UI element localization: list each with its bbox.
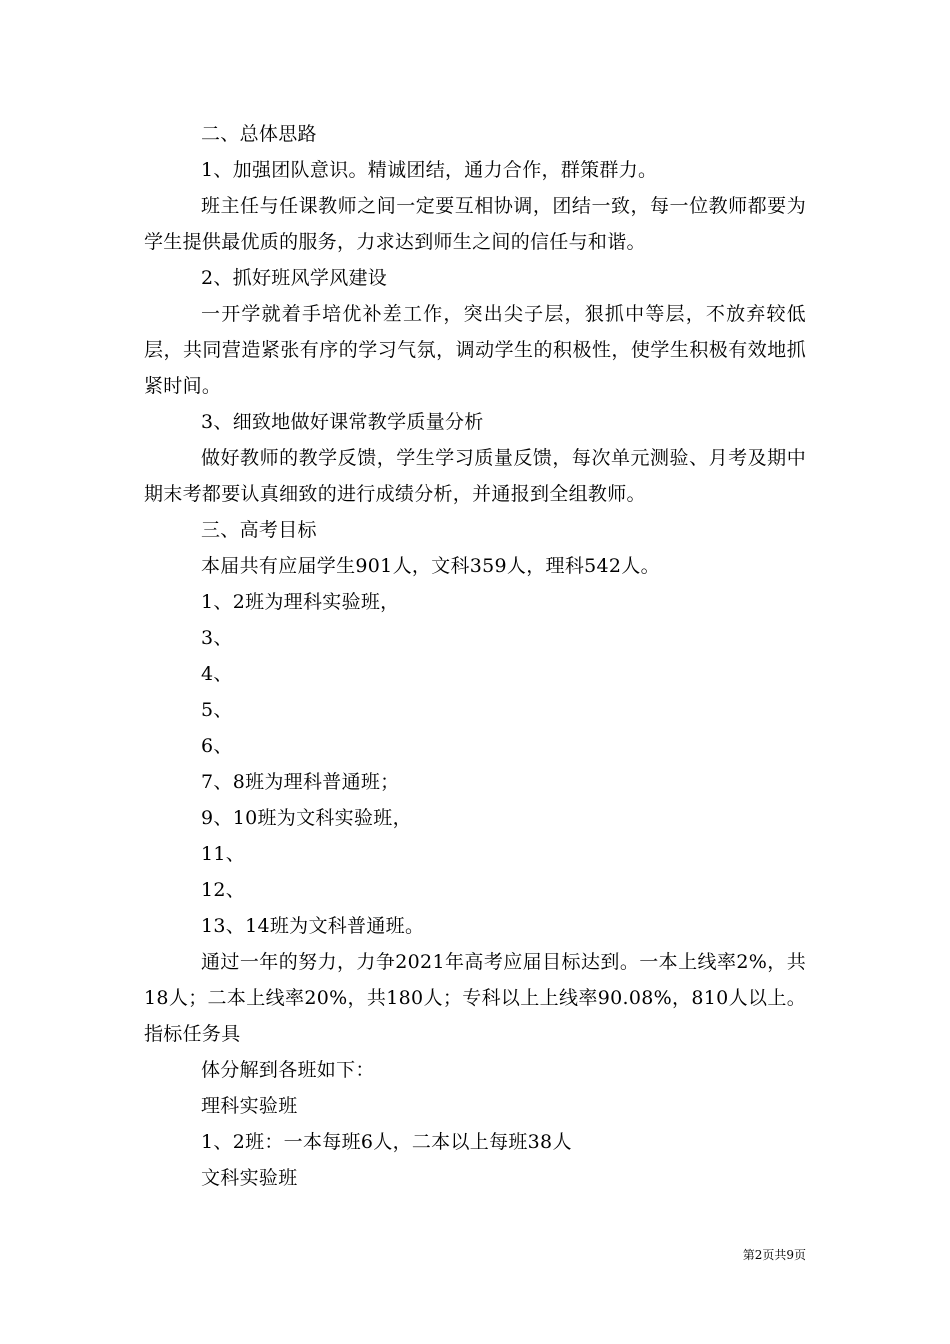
list-item: 12、	[201, 879, 246, 901]
paragraph: 1、加强团队意识。精诚团结，通力合作，群策群力。	[201, 159, 658, 181]
paragraph: 本届共有应届学生901人，文科359人，理科542人。	[201, 555, 660, 577]
page-number-footer: 第2页共9页	[742, 1248, 806, 1262]
list-item: 6、	[201, 735, 233, 757]
paragraph: 理科实验班	[201, 1095, 298, 1117]
section-heading-overall-approach: 二、总体思路	[201, 123, 317, 145]
list-item: 13、14班为文科普通班。	[201, 915, 425, 937]
list-item: 3、	[201, 627, 233, 649]
document-body	[144, 116, 806, 1196]
list-item: 5、	[201, 699, 233, 721]
paragraph: 3、细致地做好课常教学质量分析	[201, 411, 484, 433]
section-heading-exam-goals: 三、高考目标	[201, 519, 317, 541]
list-item: 4、	[201, 663, 233, 685]
paragraph: 通过一年的努力，力争2021年高考应届目标达到。一本上线率2%，共18人；二本上线率20%，共180人；专科以上上线率90.08%，810人以上。指标任务具	[144, 951, 806, 1045]
list-item: 11、	[201, 843, 246, 865]
list-item: 1、2班为理科实验班，	[201, 591, 400, 613]
paragraph: 2、抓好班风学风建设	[201, 267, 388, 289]
list-item: 9、10班为文科实验班，	[201, 807, 412, 829]
paragraph: 体分解到各班如下：	[201, 1059, 375, 1081]
list-item: 7、8班为理科普通班；	[201, 771, 400, 793]
paragraph: 班主任与任课教师之间一定要互相协调，团结一致，每一位教师都要为学生提供最优质的服务，力求达到师生之间的信任与和谐。	[144, 195, 806, 253]
paragraph: 做好教师的教学反馈，学生学习质量反馈，每次单元测验、月考及期中期末考都要认真细致的进行成绩分析，并通报到全组教师。	[144, 447, 806, 505]
paragraph: 文科实验班	[201, 1167, 298, 1189]
paragraph: 1、2班：一本每班6人，二本以上每班38人	[201, 1131, 572, 1153]
paragraph: 一开学就着手培优补差工作，突出尖子层，狠抓中等层，不放弃较低层，共同营造紧张有序的学习气氛，调动学生的积极性，使学生积极有效地抓紧时间。	[144, 303, 806, 397]
